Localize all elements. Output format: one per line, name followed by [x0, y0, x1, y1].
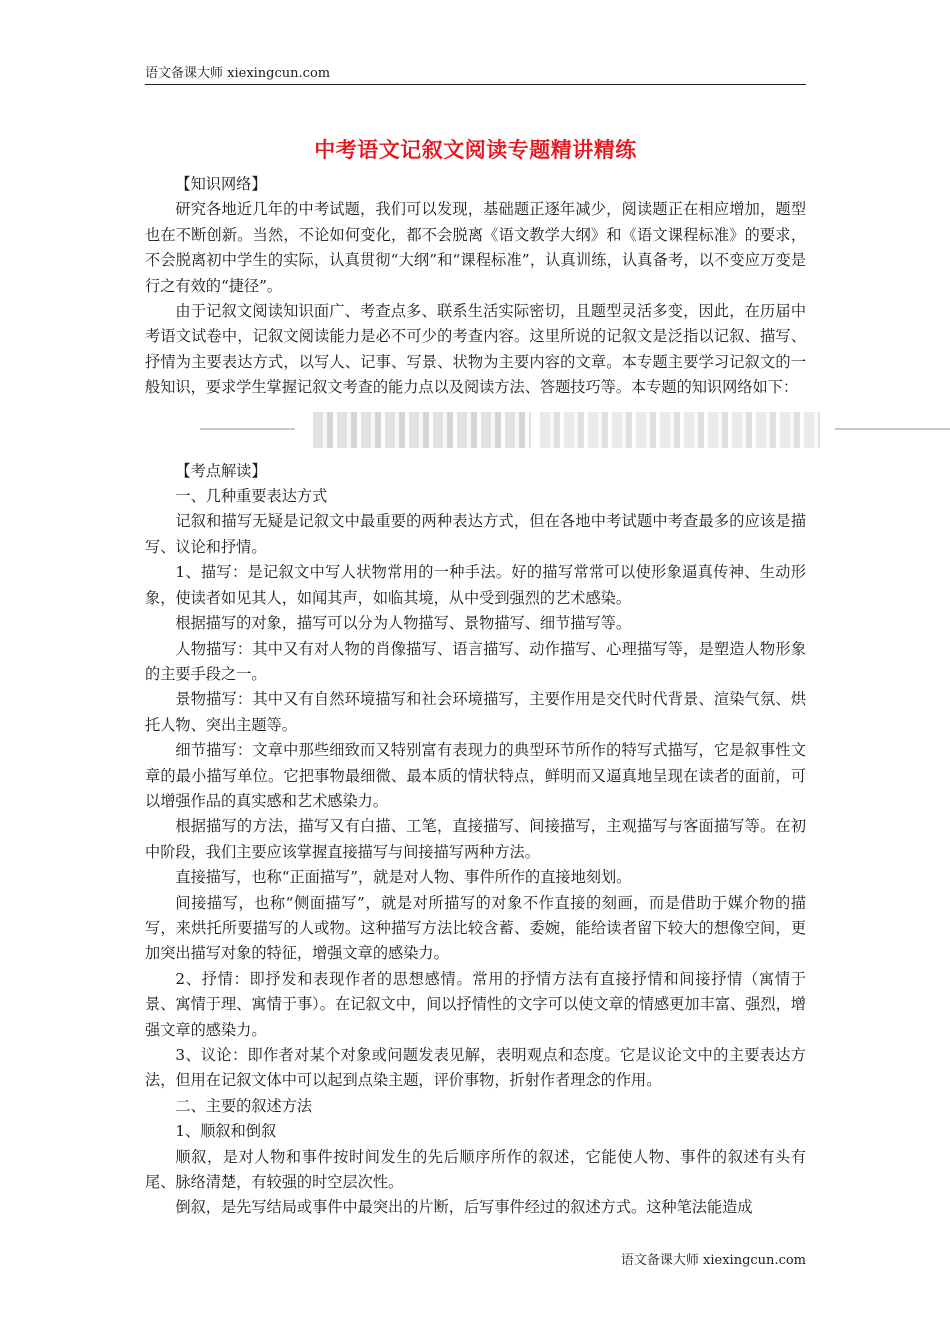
paragraph: 倒叙，是先写结局或事件中最突出的片断，后写事件经过的叙述方式。这种笔法能造成	[175, 1198, 753, 1217]
paragraph: 景物描写：其中又有自然环境描写和社会环境描写，主要作用是交代时代背景、渲染气氛、烘托人物、突出主题等。	[145, 690, 806, 734]
paragraph: 间接描写，也称“侧面描写”，就是对所描写的对象不作直接的刻画，而是借助于媒介物的描写，来烘托所要描写的人或物。这种描写方法比较含蓄、委婉，能给读者留下较大的想像空间，更加突出描写对象的特征，增强文章的感染力。	[145, 893, 806, 963]
paragraph: 2、抒情：即抒发和表现作者的思想感情。常用的抒情方法有直接抒情和间接抒情（寓情于景、寓情于理、寓情于事）。在记叙文中，间以抒情性的文字可以使文章的情感更加丰富、强烈，增强文章的感染力。	[145, 969, 806, 1039]
paragraph: 3、议论：即作者对某个对象或问题发表见解，表明观点和态度。它是议论文中的主要表达方法，但用在记叙文体中可以起到点染主题，评价事物，折射作者理念的作用。	[145, 1046, 806, 1090]
paragraph: 记叙和描写无疑是记叙文中最重要的两种表达方式，但在各地中考试题中考查最多的应该是描写、议论和抒情。	[145, 512, 806, 556]
page-footer: 语文备课大师 xiexingcun.com	[620, 1253, 806, 1268]
subheading: 二、主要的叙述方法	[175, 1096, 313, 1115]
document-title: 中考语文记叙文阅读专题精讲精练	[314, 138, 637, 162]
knowledge-network-diagram	[145, 401, 806, 459]
paragraph: 细节描写：文章中那些细致而又特别富有表现力的典型环节所作的特写式描写，它是叙事性文章的最小描写单位。它把事物最细微、最本质的情状特点，鲜明而又逼真地呈现在读者的面前，可以增强作品的真实感和艺术感染力。	[145, 741, 806, 810]
paragraph: 顺叙，是对人物和事件按时间发生的先后顺序所作的叙述，它能使人物、事件的叙述有头有尾、脉络清楚，有较强的时空层次性。	[145, 1147, 806, 1192]
paragraph: 研究各地近几年的中考试题，我们可以发现，基础题正逐年减少，阅读题正在相应增加，题型也在不断创新。当然，不论如何变化，都不会脱离《语文教学大纲》和《语文课程标准》的要求，不会脱离初中学生的实际，认真贯彻“大纲”和“课程标准”，认真训练，认真备考，以不变应万变是行之有效的“捷径”。	[145, 200, 806, 295]
paragraph: 根据描写的方法，描写又有白描、工笔，直接描写、间接描写，主观描写与客面描写等。在初中阶段，我们主要应该掌握直接描写与间接描写两种方法。	[145, 817, 806, 861]
subheading: 1、顺叙和倒叙	[175, 1122, 277, 1141]
paragraph: 由于记叙文阅读知识面广、考查点多、联系生活实际密切，且题型灵活多变，因此，在历届中考语文试卷中，记叙文阅读能力是必不可少的考查内容。这里所说的记叙文是泛指以记叙、描写、抒情为主要表达方式，以写人、记事、写景、状物为主要内容的文章。本专题主要学习记叙文的一般知识，要求学生掌握记叙文考查的能力点以及阅读方法、答题技巧等。本专题的知识网络如下：	[145, 302, 806, 397]
document-body	[145, 172, 806, 1221]
paragraph: 直接描写，也称“正面描写”，就是对人物、事件所作的直接地刻划。	[175, 868, 632, 887]
page-header: 语文备课大师 xiexingcun.com	[145, 64, 806, 85]
subheading: 一、几种重要表达方式	[175, 487, 328, 506]
section-heading: 【知识网络】	[175, 175, 267, 193]
paragraph: 1、描写：是记叙文中写人状物常用的一种手法。好的描写常常可以使形象逼真传神、生动形象，使读者如见其人，如闻其声，如临其境，从中受到强烈的艺术感染。	[145, 563, 806, 607]
paragraph: 根据描写的对象，描写可以分为人物描写、景物描写、细节描写等。	[175, 614, 632, 633]
section-heading: 【考点解读】	[175, 461, 267, 480]
paragraph: 人物描写：其中又有对人物的肖像描写、语言描写、动作描写、心理描写等，是塑造人物形象的主要手段之一。	[145, 639, 806, 683]
